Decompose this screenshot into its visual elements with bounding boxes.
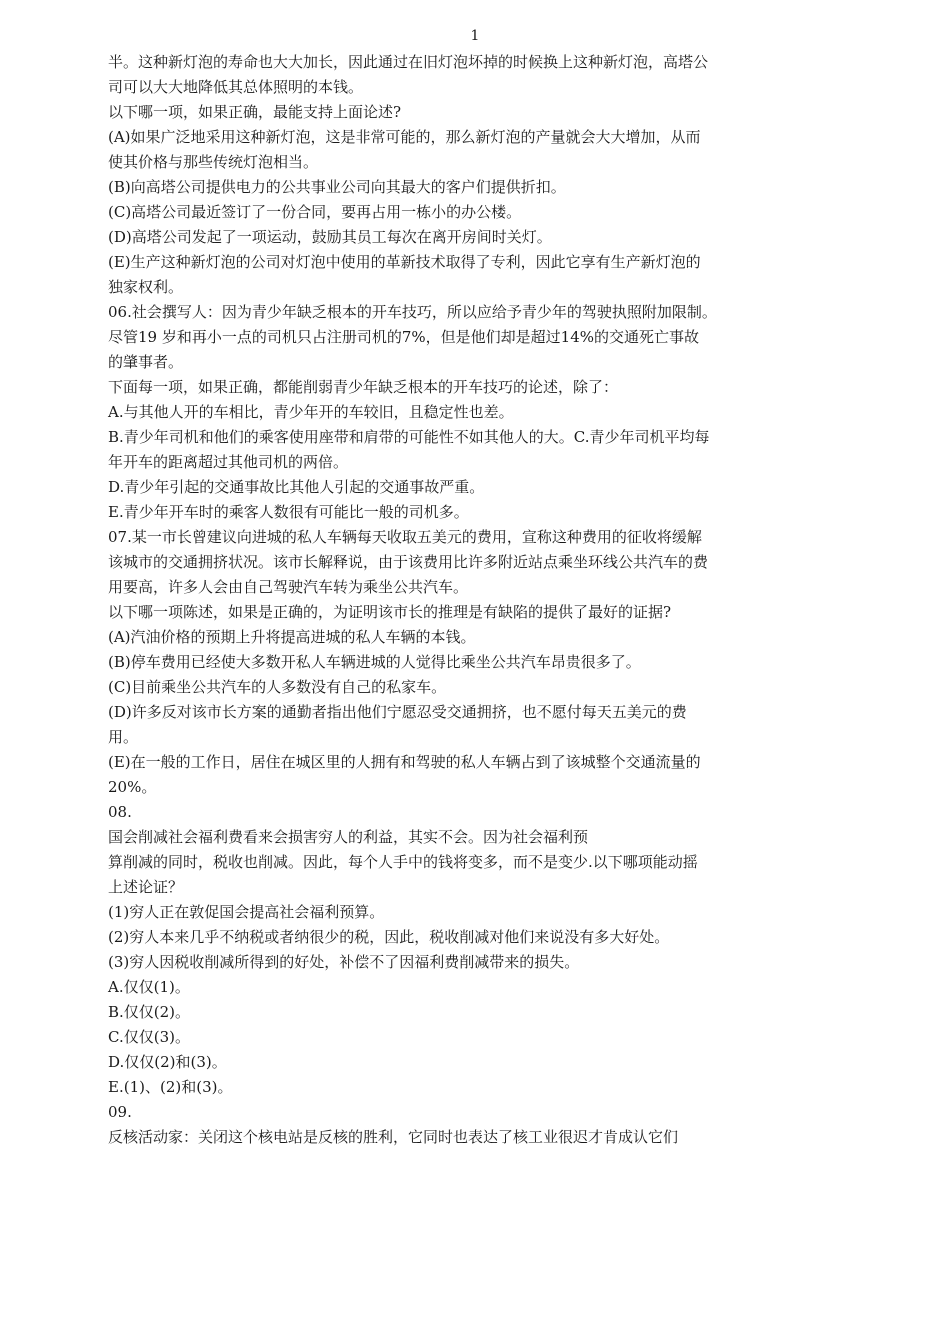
text-line: 07.某一市长曾建议向进城的私人车辆每天收取五美元的费用，宣称这种费用的征收将缓解	[108, 528, 702, 546]
text-line: (A)如果广泛地采用这种新灯泡，这是非常可能的，那么新灯泡的产量就会大大增加，从而	[108, 128, 701, 146]
text-line: (A)汽油价格的预期上升将提高进城的私人车辆的本钱。	[108, 628, 476, 646]
text-line: 用。	[108, 728, 139, 746]
text-line: B.仅仅(2)。	[108, 1003, 191, 1021]
text-line: 半。这种新灯泡的寿命也大大加长，因此通过在旧灯泡坏掉的时候换上这种新灯泡，高塔公	[108, 53, 709, 71]
text-line: E.(1)、(2)和(3)。	[108, 1078, 233, 1096]
text-line: (C)目前乘坐公共汽车的人多数没有自己的私家车。	[108, 678, 447, 696]
text-line: B.青少年司机和他们的乘客使用座带和肩带的可能性不如其他人的大。C.青少年司机平均每	[108, 428, 710, 446]
text-line: 以下哪一项陈述，如果是正确的，为证明该市长的推理是有缺陷的提供了最好的证据?	[108, 603, 672, 621]
text-line: D.青少年引起的交通事故比其他人引起的交通事故严重。	[108, 478, 485, 496]
text-line: (3)穷人因税收削减所得到的好处，补偿不了因福利费削减带来的损失。	[108, 953, 580, 971]
text-line: D.仅仅(2)和(3)。	[108, 1053, 227, 1071]
text-line: (2)穷人本来几乎不纳税或者纳很少的税，因此，税收削减对他们来说没有多大好处。	[108, 928, 670, 946]
text-line: (B)停车费用已经使大多数开私人车辆进城的人觉得比乘坐公共汽车昂贵很多了。	[108, 653, 641, 671]
text-line: 下面每一项，如果正确，都能削弱青少年缺乏根本的开车技巧的论述，除了：	[108, 378, 619, 396]
text-line: 上述论证？	[108, 878, 184, 896]
text-line: A.与其他人开的车相比，青少年开的车较旧，且稳定性也差。	[108, 403, 514, 421]
text-line: 的肇事者。	[108, 353, 184, 371]
text-line: E.青少年开车时的乘客人数很有可能比一般的司机多。	[108, 503, 469, 521]
text-line: 用要高，许多人会由自己驾驶汽车转为乘坐公共汽车。	[108, 578, 469, 596]
text-line: 以下哪一项，如果正确，最能支持上面论述?	[108, 103, 402, 121]
text-line: (D)高塔公司发起了一项运动，鼓励其员工每次在离开房间时关灯。	[108, 228, 552, 246]
text-line: 独家权利。	[108, 278, 184, 296]
text-line: A.仅仅(1)。	[108, 978, 190, 996]
text-line: 尽管19 岁和再小一点的司机只占注册司机的7%，但是他们却是超过14%的交通死亡事故	[108, 328, 699, 346]
text-line: (E)生产这种新灯泡的公司对灯泡中使用的革新技术取得了专利，因此它享有生产新灯泡的	[108, 253, 701, 271]
text-line: (B)向高塔公司提供电力的公共事业公司向其最大的客户们提供折扣。	[108, 178, 566, 196]
page-number: 1	[470, 28, 480, 44]
text-line: 06.社会撰写人：因为青少年缺乏根本的开车技巧，所以应给予青少年的驾驶执照附加限制。	[108, 303, 717, 321]
text-line: 算削减的同时，税收也削减。因此，每个人手中的钱将变多，而不是变少.以下哪项能动摇	[108, 853, 698, 871]
document-body	[108, 50, 788, 1150]
text-line: (C)高塔公司最近签订了一份合同，要再占用一栋小的办公楼。	[108, 203, 522, 221]
text-line: 08.	[108, 803, 132, 821]
text-line: 国会削减社会福利费看来会损害穷人的利益，其实不会。因为社会福利预	[108, 828, 589, 846]
text-line: 使其价格与那些传统灯泡相当。	[108, 153, 319, 171]
text-line: 年开车的距离超过其他司机的两倍。	[108, 453, 349, 471]
text-line: 该城市的交通拥挤状况。该市长解释说，由于该费用比许多附近站点乘坐环线公共汽车的费	[108, 553, 709, 571]
text-line: C.仅仅(3)。	[108, 1028, 190, 1046]
text-line: (1)穷人正在敦促国会提高社会福利预算。	[108, 903, 385, 921]
text-line: 司可以大大地降低其总体照明的本钱。	[108, 78, 364, 96]
text-line: 反核活动家：关闭这个核电站是反核的胜利，它同时也表达了核工业很迟才肯成认它们	[108, 1128, 679, 1146]
text-line: (E)在一般的工作日，居住在城区里的人拥有和驾驶的私人车辆占到了该城整个交通流量的	[108, 753, 701, 771]
text-line: 09.	[108, 1103, 132, 1121]
text-line: 20%。	[108, 778, 157, 796]
text-line: (D)许多反对该市长方案的通勤者指出他们宁愿忍受交通拥挤，也不愿付每天五美元的费	[108, 703, 687, 721]
